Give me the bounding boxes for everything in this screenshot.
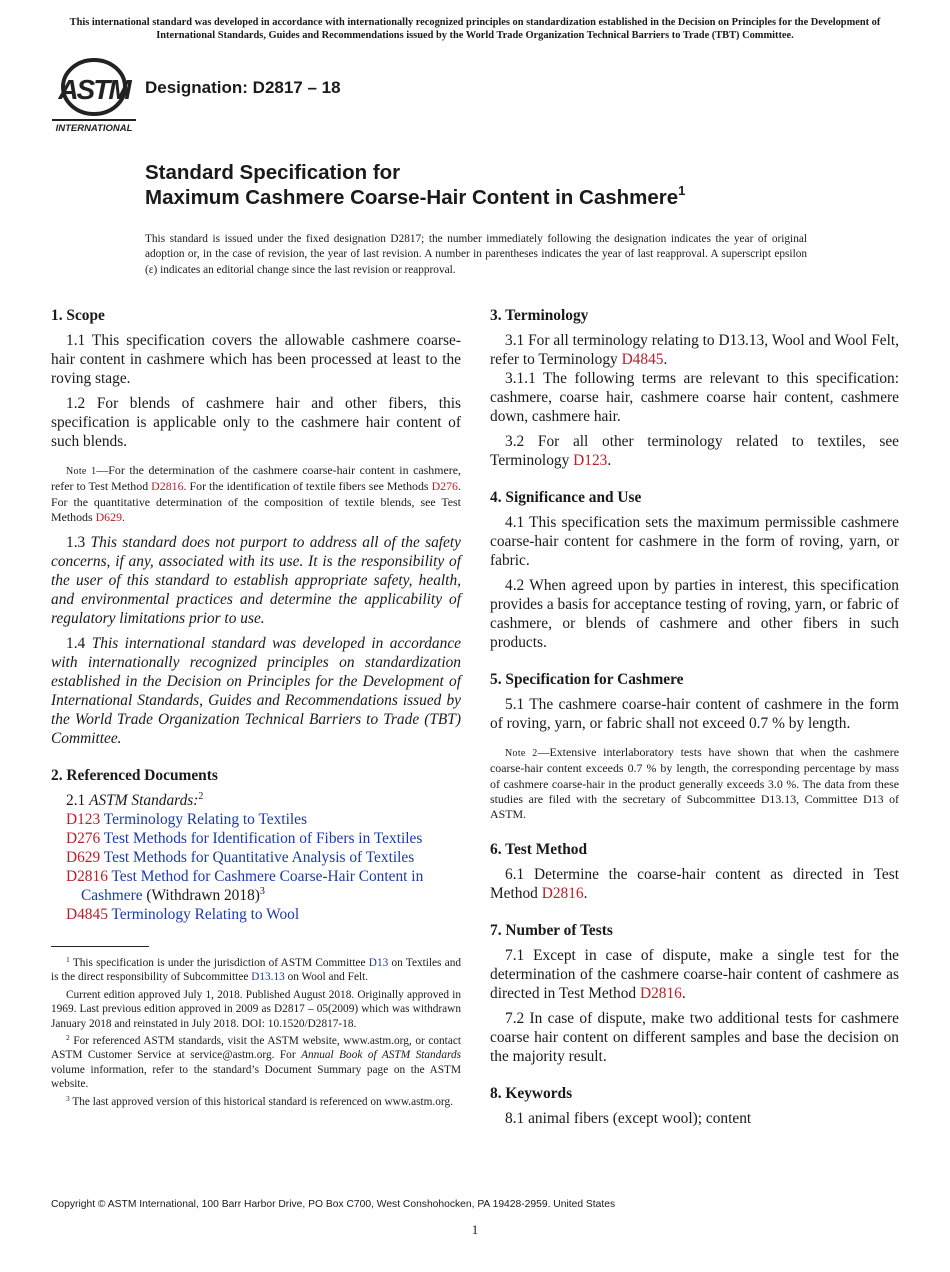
svg-text:INTERNATIONAL: INTERNATIONAL	[55, 123, 133, 134]
ref-code: D629	[66, 849, 101, 867]
ref-title: Terminology Relating to Textiles	[103, 811, 307, 829]
referenced-documents-list	[51, 791, 461, 924]
paragraph-1-4: 1.4 This international standard was developed in accordance with internationally recognized principles on standardization established in the Decision on Principles for the Development of International Standards, Guides and Recommendations issued by the World Trade Organization Technical Barriers to Trade (TBT) Committee.	[51, 635, 461, 748]
ref-title: Terminology Relating to Wool	[111, 906, 300, 924]
ref-title: Test Methods for Identification of Fibers in Textiles	[103, 830, 423, 848]
list-item[interactable]: D2816 Test Method for Cashmere Coarse-Hair Content in Cashmere (Withdrawn 2018)$^3$	[66, 868, 424, 905]
title-line-2: Maximum Cashmere Coarse-Hair Content in Cashmere$^1$	[145, 183, 686, 209]
page-number: 1	[471, 1222, 479, 1237]
section-heading-terminology: 3. Terminology	[490, 307, 589, 324]
section-heading-significance: 4. Significance and Use	[490, 489, 642, 506]
footnote-1-edition: Current edition approved July 1, 2018. Published August 2018. Originally approved in 1969. Last previous edition approved in 2009 as D2817 – 05(2009) which was withdrawn January 2018 and reinstated in July 2018. DOI: 10.1520/D2817-18.	[51, 988, 461, 1030]
paragraph-3-1: 3.1 For all terminology relating to D13.13, Wool and Wool Felt, refer to Terminology D4845.	[490, 332, 899, 368]
footnotes	[51, 956, 461, 1112]
standard-banner: This international standard was developed in accordance with internationally recognized principles on standardization established in the Decision on Principles for the Development of International Standards, Guides and Recommendations issued by the World Trade Organization Technical Barriers to Trade (TBT) Committee.	[69, 17, 881, 41]
paragraph-1-3: 1.3 This standard does not purport to address all of the safety concerns, if any, associated with its use. It is the responsibility of the user of this standard to establish appropriate safety, health, and environmental practices and determine the applicability of regulatory limitations prior to use.	[51, 534, 461, 628]
title-footnote-mark: 1	[678, 183, 686, 198]
paragraph-8-1: 8.1 animal fibers (except wool); content	[505, 1110, 752, 1128]
ref-link-d123[interactable]: D123	[573, 452, 608, 469]
astm-logo	[52, 56, 136, 134]
section-heading-test-method: 6. Test Method	[490, 841, 588, 859]
section-heading-specification: 5. Specification for Cashmere	[490, 671, 684, 688]
ref-link-d13-13[interactable]: D13.13	[251, 971, 285, 984]
ref-link-d13[interactable]: D13	[368, 957, 389, 969]
paragraph-1-2: 1.2 For blends of cashmere hair and other fibers, this specification is applicable only to the cashmere hair content of such blends.	[51, 395, 461, 450]
ref-link-d2816[interactable]: D2816	[151, 479, 184, 494]
paragraph-5-1: 5.1 The cashmere coarse-hair content of cashmere in the form of roving, yarn, or fabric shall not exceed 0.7 % by length.	[490, 696, 899, 732]
paragraph-4-2: 4.2 When agreed upon by parties in interest, this specification provides a basis for acceptance testing of roving, yarn, or fabric of cashmere, or blends of cashmere and other fibers in such products.	[490, 577, 899, 651]
paragraph-7-2: 7.2 In case of dispute, make two additional tests for cashmere coarse hair content on different samples and base the decision on the majority result.	[490, 1010, 899, 1066]
ref-code: D123	[66, 811, 101, 829]
footnote-divider	[51, 946, 149, 947]
ref-link-d2816[interactable]: D2816	[541, 885, 584, 903]
list-item[interactable]	[51, 905, 461, 924]
list-item[interactable]	[51, 810, 461, 829]
footnote-1: $^1$ This specification is under the jurisdiction of ASTM Committee D13 on Textiles and is the direct responsibility of Subcommittee D13.13 on Wool and Felt.	[51, 955, 462, 984]
ref-code: D4845	[66, 906, 108, 924]
footnote-2: $^2$ For referenced ASTM standards, visit the ASTM website, www.astm.org, or contact ASTM Customer Service at service@astm.org. For Annual Book of ASTM Standards volume information, refer to the standard’s Document Summary page on the ASTM website.	[51, 1033, 461, 1091]
ref-link-d629[interactable]: D629	[95, 509, 123, 524]
paragraph-3-2: 3.2 For all other terminology related to textiles, see Terminology D123.	[490, 433, 899, 469]
ref-title: Test Methods for Quantitative Analysis of Textiles	[103, 849, 415, 867]
astm-standards-label: 2.1 ASTM Standards:$^2$	[66, 791, 204, 810]
paragraph-1-1: 1.1 This specification covers the allowable cashmere coarse-hair content in cashmere which has been processed at least to the roving stage.	[51, 332, 461, 387]
section-heading-keywords: 8. Keywords	[490, 1085, 573, 1103]
section-heading-scope: 1. Scope	[51, 307, 105, 324]
paragraph-7-1: 7.1 Except in case of dispute, make a single test for the determination of the cashmere coarse-hair content of cashmere as directed in Test Method D2816.	[490, 947, 899, 1003]
footnote-3: $^3$ The last approved version of this historical standard is referenced on www.astm.org.	[66, 1093, 453, 1108]
title-line-1: Standard Specification for	[145, 161, 401, 184]
note-2: Note 2—Extensive interlaboratory tests have shown that when the cashmere coarse-hair content exceeds 0.7 % by length, the corresponding percentage by mass of cashmere coarse-hair in the product generally exceeds 3.0 %. The data from these studies are filed with the secretary of Subcommittee D13.13, Committee D13 of ASTM.	[490, 745, 899, 822]
svg-text:ASTM: ASTM	[58, 74, 130, 105]
ref-code: D276	[66, 830, 101, 848]
ref-link-d4845[interactable]: D4845	[621, 351, 664, 368]
paragraph-6-1: 6.1 Determine the coarse-hair content as directed in Test Method D2816.	[490, 866, 899, 903]
ref-code: D2816	[66, 868, 108, 886]
ref-link-d2816[interactable]: D2816	[639, 985, 682, 1003]
section-heading-referenced-documents: 2. Referenced Documents	[51, 767, 218, 785]
copyright-notice: Copyright © ASTM International, 100 Barr Harbor Drive, PO Box C700, West Conshohocken, PA 19428-2959. United States	[51, 1199, 616, 1210]
left-column	[51, 306, 461, 924]
document-title	[145, 160, 685, 210]
ref-link-d276[interactable]: D276	[431, 479, 458, 494]
issued-note: This standard is issued under the fixed designation D2817; the number immediately following the designation indicates the year of original adoption or, in the case of revision, the year of last revision. A number in parentheses indicates the year of last reapproval. A superscript epsilon (ε) indicates an editorial change since the last revision or reapproval.	[145, 233, 807, 276]
right-column	[490, 306, 899, 1134]
note-1: Note 1—For the determination of the cashmere coarse-hair content in cashmere, refer to Test Method D2816. For the identification of textile fibers see Methods D276. For the quantitative determination of the composition of textile blends, see Test Methods D629.	[51, 463, 461, 524]
paragraph-4-1: 4.1 This specification sets the maximum permissible cashmere coarse-hair content for cashmere in the form of roving, yarn, or fabric.	[490, 514, 899, 569]
paragraph-3-1-1: 3.1.1 The following terms are relevant to this specification: cashmere, coarse hair, cashmere coarse hair content, cashmere down, cashmere hair.	[490, 370, 899, 425]
list-item[interactable]	[51, 848, 461, 867]
list-item[interactable]	[51, 829, 461, 848]
section-heading-number-of-tests: 7. Number of Tests	[490, 922, 613, 940]
ref-title: Test Method for Cashmere Coarse-Hair Content in Cashmere	[81, 868, 424, 905]
designation: Designation: D2817 – 18	[145, 78, 341, 97]
